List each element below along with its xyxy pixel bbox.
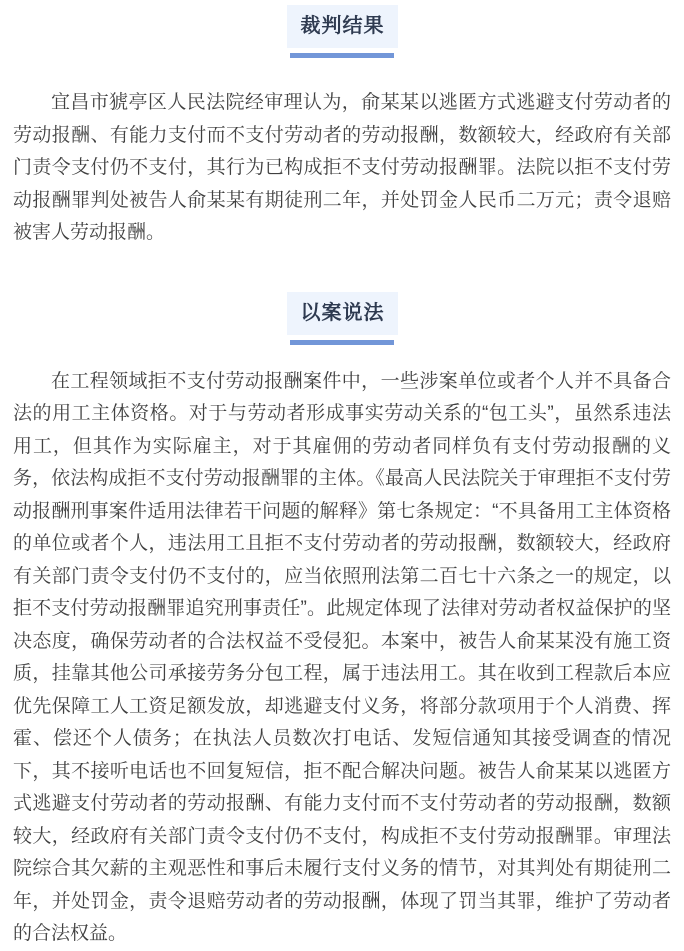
case-explanation-paragraph: 在工程领域拒不支付劳动报酬案件中，一些涉案单位或者个人并不具备合法的用工主体资格。对于与劳动者形成事实劳动关系的“包工头”，虽然系违法用工，但其作为实际雇主，对于其雇佣的劳动者同样负有支付劳动报酬的义务，依法构成拒不支付劳动报酬罪的主体。《最高人民法院关于审理拒不支付劳动报酬刑事案件适用法律若干问题的解释》第七条规定：“不具备用工主体资格的单位或者个人，违法用工且拒不支付劳动者的劳动报酬，数额较大，经政府有关部门责令支付仍不支付的，应当依照刑法第二百七十六条之一的规定，以拒不支付劳动报酬罪追究刑事责任”。此规定体现了法律对劳动者权益保护的坚决态度，确保劳动者的合法权益不受侵犯。本案中，被告人俞某某没有施工资质，挂靠其他公司承接劳务分包工程，属于违法用工。其在收到工程款后本应优先保障工人工资足额发放，却逃避支付义务，将部分款项用于个人消费、挥霍、偿还个人债务；在执法人员数次打电话、发短信通知其接受调查的情况下，其不接听电话也不回复短信，拒不配合解决问题。被告人俞某某以逃匿方式逃避支付劳动者的劳动报酬、有能力支付而不支付劳动者的劳动报酬，数额较大，经政府有关部门责令支付仍不支付，构成拒不支付劳动报酬罪。审理法院综合其欠薪的主观恶性和事后未履行支付义务的情节，对其判处有期徒刑二年，并处罚金，责令退赔劳动者的劳动报酬，体现了罚当其罪，维护了劳动者的合法权益。 xyxy=(13,370,671,944)
judgment-result-paragraph: 宜昌市猇亭区人民法院经审理认为，俞某某以逃匿方式逃避支付劳动者的劳动报酬、有能力支付而不支付劳动者的劳动报酬，数额较大，经政府有关部门责令支付仍不支付，其行为已构成拒不支付劳动报酬罪。法院以拒不支付劳动报酬罪判处被告人俞某某有期徒刑二年，并处罚金人民币二万元；责令退赔被害人劳动报酬。 xyxy=(13,92,671,243)
section-header xyxy=(0,292,684,345)
section-title-judgment-result: 裁判结果 xyxy=(287,5,398,48)
section-title-case-explanation: 以案说法 xyxy=(287,292,398,335)
section-case-explanation xyxy=(0,292,684,951)
section-title-underline xyxy=(290,53,394,58)
section-header xyxy=(0,5,684,58)
section-title-underline xyxy=(290,340,394,345)
section-judgment-result xyxy=(0,5,684,250)
